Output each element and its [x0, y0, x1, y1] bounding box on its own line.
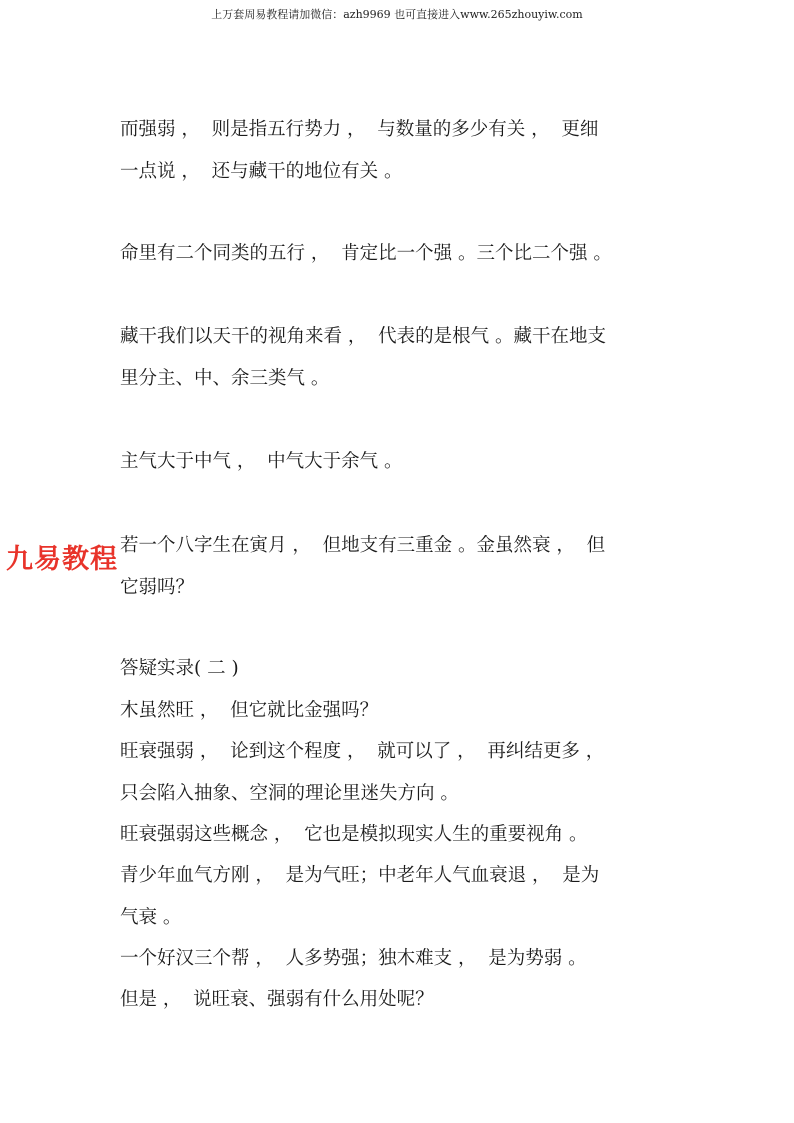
paragraph-line: 它弱吗？ [120, 577, 195, 598]
paragraph-line: 气衰 。 [120, 907, 182, 928]
paragraph-line: 藏干我们以天干的视角来看 ， 代表的是根气 。藏干在地支 [120, 326, 607, 347]
paragraph-line: 而强弱 ， 则是指五行势力 ， 与数量的多少有关 ， 更细 [120, 119, 599, 140]
paragraph-line: 只会陷入抽象、空洞的理论里迷失方向 。 [120, 783, 459, 804]
paragraph-line: 旺衰强弱这些概念 ， 它也是模拟现实人生的重要视角 。 [120, 824, 588, 845]
paragraph-line: 但是 ， 说旺衰、强弱有什么用处呢？ [120, 989, 434, 1010]
header-note: 上万套周易教程请加微信：azh9969 也可直接进入www.265zhouyiw.com [211, 8, 583, 21]
section-heading: 答疑实录( 二 ) [120, 658, 239, 679]
paragraph-line: 一个好汉三个帮 ， 人多势强；独木难支 ， 是为势弱 。 [120, 948, 587, 969]
paragraph-line: 里分主、中、余三类气 。 [120, 368, 330, 389]
paragraph-line: 一点说 ， 还与藏干的地位有关 。 [120, 161, 403, 182]
paragraph-line: 命里有二个同类的五行 ， 肯定比一个强 。三个比二个强 。 [120, 243, 612, 264]
paragraph-line: 主气大于中气 ， 中气大于余气 。 [120, 451, 403, 472]
paragraph-line: 若一个八字生在寅月 ， 但地支有三重金 。金虽然衰 ， 但 [120, 535, 606, 556]
watermark-logo: 九易教程 [6, 544, 118, 575]
paragraph-line: 旺衰强弱 ， 论到这个程度 ， 就可以了 ， 再纠结更多 ， [120, 741, 605, 762]
paragraph-line: 木虽然旺 ， 但它就比金强吗？ [120, 700, 379, 721]
paragraph-line: 青少年血气方刚 ， 是为气旺；中老年人气血衰退 ， 是为 [120, 865, 600, 886]
